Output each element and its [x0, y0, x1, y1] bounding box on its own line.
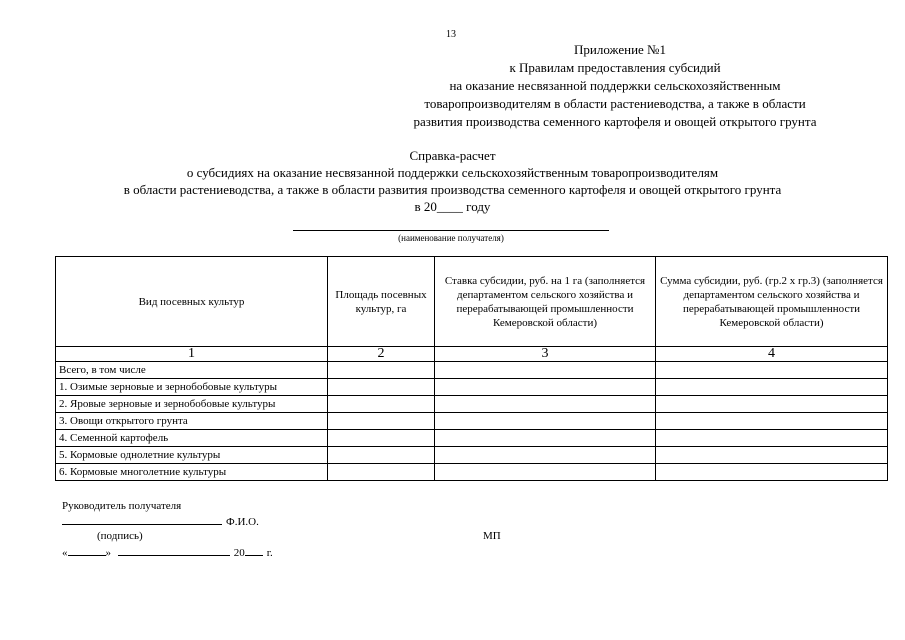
- appendix-line: товаропроизводителям в области растениеводства, а также в области: [424, 96, 806, 111]
- column-header-area: Площадь посевных культур, га: [328, 257, 435, 347]
- rate-cell[interactable]: [435, 396, 656, 413]
- seal-label: МП: [483, 530, 501, 542]
- document-subtitle: в области растениеводства, а также в области развития производства семенного картофеля и овощей открытого грунта: [123, 182, 782, 197]
- appendix-line: развития производства семенного картофеля и овощей открытого грунта: [413, 114, 817, 129]
- date-year-suffix: г.: [266, 547, 273, 559]
- sum-cell[interactable]: [656, 362, 888, 379]
- area-cell[interactable]: [328, 447, 435, 464]
- sum-cell[interactable]: [656, 413, 888, 430]
- sum-cell[interactable]: [656, 430, 888, 447]
- column-number: 1: [56, 347, 328, 362]
- rate-cell[interactable]: [435, 413, 656, 430]
- crop-type-cell: 2. Яровые зерновые и зернобобовые культуры: [56, 396, 328, 413]
- area-cell[interactable]: [328, 362, 435, 379]
- date-year-prefix: 20: [233, 547, 245, 559]
- table-row: [56, 396, 888, 413]
- appendix-line: к Правилам предоставления субсидий: [509, 60, 721, 75]
- subsidy-table: [55, 256, 888, 481]
- column-number: 3: [435, 347, 656, 362]
- appendix-title: Приложение №1: [574, 42, 666, 57]
- table-header-row: [56, 257, 888, 347]
- rate-cell[interactable]: [435, 430, 656, 447]
- column-number: 4: [656, 347, 888, 362]
- crop-type-cell: Всего, в том числе: [56, 362, 328, 379]
- area-cell[interactable]: [328, 430, 435, 447]
- date-month-blank[interactable]: [118, 545, 230, 556]
- rate-cell[interactable]: [435, 379, 656, 396]
- table-row: [56, 413, 888, 430]
- crop-type-cell: 4. Семенной картофель: [56, 430, 328, 447]
- date-year-blank[interactable]: [245, 545, 263, 556]
- document-title: Справка-расчет: [409, 148, 496, 163]
- signature-blank[interactable]: [62, 514, 222, 525]
- column-header-sum: Сумма субсидии, руб. (гр.2 х гр.3) (заполняется департаментом сельского хозяйства и перерабатывающей промышленности Кемеровской области): [656, 257, 888, 347]
- date-close-quote: »: [105, 547, 111, 559]
- fio-label: Ф.И.О.: [226, 516, 259, 528]
- page-number: 13: [446, 29, 456, 40]
- recipient-caption: (наименование получателя): [398, 233, 504, 243]
- table-row: [56, 464, 888, 481]
- appendix-line: на оказание несвязанной поддержки сельскохозяйственным: [449, 78, 781, 93]
- crop-type-cell: 3. Овощи открытого грунта: [56, 413, 328, 430]
- head-label: Руководитель получателя: [62, 500, 182, 512]
- recipient-name-line: [293, 230, 609, 231]
- rate-cell[interactable]: [435, 447, 656, 464]
- sum-cell[interactable]: [656, 396, 888, 413]
- column-header-crop-type: Вид посевных культур: [56, 257, 328, 347]
- area-cell[interactable]: [328, 396, 435, 413]
- table-row: [56, 362, 888, 379]
- table-row: [56, 379, 888, 396]
- column-number-row: [56, 347, 888, 362]
- document-heading: [30, 147, 875, 215]
- date-open-quote: «: [62, 547, 68, 559]
- crop-type-cell: 6. Кормовые многолетние культуры: [56, 464, 328, 481]
- area-cell[interactable]: [328, 413, 435, 430]
- column-header-rate: Ставка субсидии, руб. на 1 га (заполняется департаментом сельского хозяйства и перерабатывающей промышленности Кемеровской области): [435, 257, 656, 347]
- rate-cell[interactable]: [435, 362, 656, 379]
- area-cell[interactable]: [328, 379, 435, 396]
- document-year: в 20____ году: [414, 199, 491, 214]
- rate-cell[interactable]: [435, 464, 656, 481]
- sum-cell[interactable]: [656, 379, 888, 396]
- table-row: [56, 447, 888, 464]
- date-line: [62, 545, 273, 559]
- document-subtitle: о субсидиях на оказание несвязанной поддержки сельскохозяйственным товаропроизводителям: [186, 165, 719, 180]
- sum-cell[interactable]: [656, 447, 888, 464]
- table-row: [56, 430, 888, 447]
- fio-signature-line: [62, 514, 259, 528]
- date-day-blank[interactable]: [68, 545, 106, 556]
- crop-type-cell: 5. Кормовые однолетние культуры: [56, 447, 328, 464]
- area-cell[interactable]: [328, 464, 435, 481]
- signature-caption: (подпись): [97, 530, 143, 542]
- appendix-block: [370, 41, 860, 131]
- sum-cell[interactable]: [656, 464, 888, 481]
- crop-type-cell: 1. Озимые зерновые и зернобобовые культуры: [56, 379, 328, 396]
- column-number: 2: [328, 347, 435, 362]
